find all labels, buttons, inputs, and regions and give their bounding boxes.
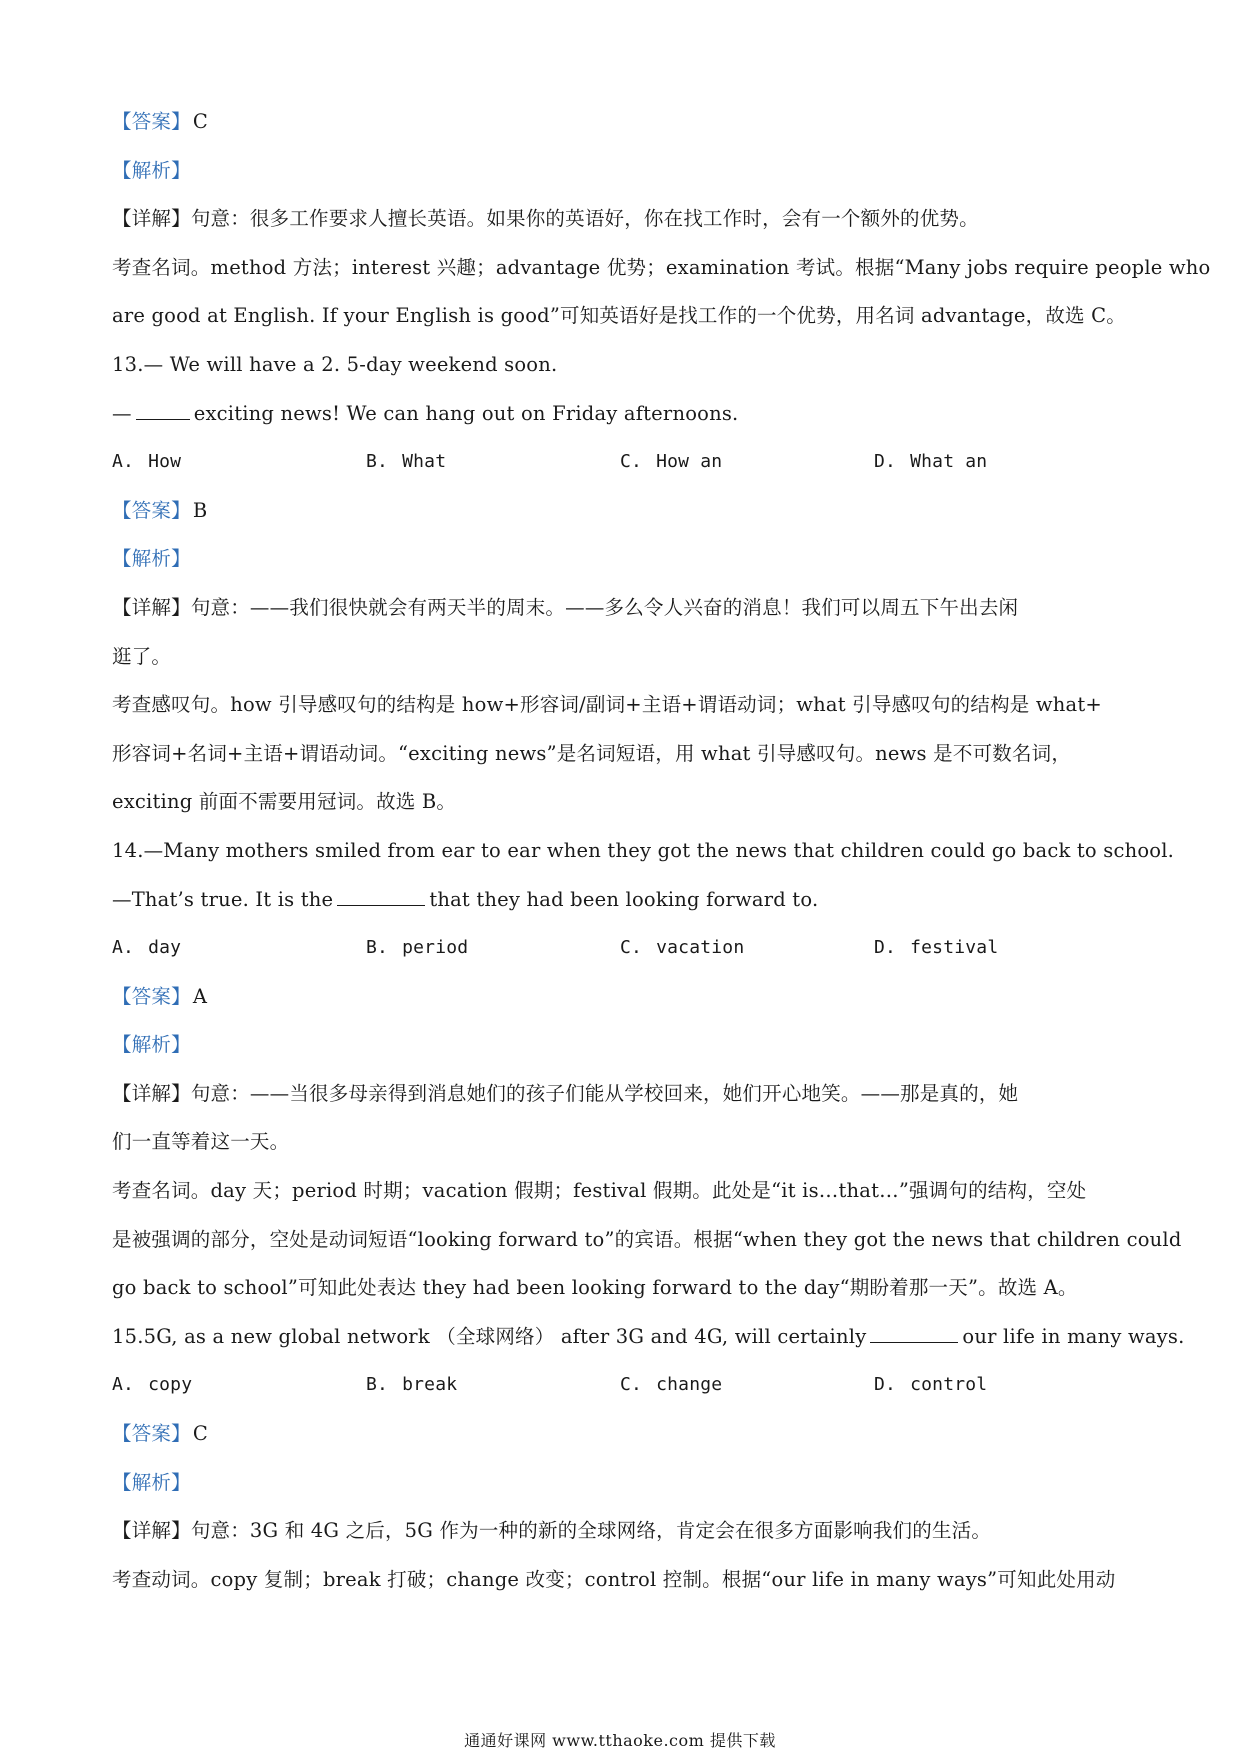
answer-blank [337, 887, 425, 906]
option-b [366, 438, 620, 487]
option-a [112, 438, 366, 487]
stem-text: that they had been looking forward to. [429, 887, 819, 911]
option-text: How [148, 451, 182, 473]
option-text: control [910, 1374, 988, 1396]
answer-value: C [192, 110, 208, 133]
question-14-options [112, 924, 1132, 973]
option-letter: D. [874, 1374, 897, 1396]
option-text: What an [910, 451, 988, 473]
option-letter: A. [112, 937, 135, 959]
answer-tag: 【答案】 [112, 498, 191, 522]
option-b [366, 924, 620, 973]
question-15-options [112, 1361, 1132, 1410]
option-c [620, 924, 874, 973]
detail-text-line: 是被强调的部分，空处是动词短语“looking forward to”的宾语。根据“when they got the news that children could [112, 1227, 1182, 1251]
detail-text-line: go back to school”可知此处表达 they had been looking forward to the day“期盼着那一天”。故选 A。 [112, 1276, 1078, 1300]
answer-line [112, 98, 1132, 147]
question-14-stem: 14.—Many mothers smiled from ear to ear when they got the news that children could go back to school. [112, 838, 1175, 862]
stem-text: 15.5G, as a new global network （全球网络） after 3G and 4G, will certainly [112, 1324, 867, 1348]
answer-line [112, 487, 1132, 536]
analysis-line [112, 535, 1132, 584]
question-13-blank-line [112, 390, 1132, 439]
option-b [366, 1361, 620, 1410]
option-d [874, 924, 1128, 973]
detail-text-line: are good at English. If your English is good”可知英语好是找工作的一个优势，用名词 advantage，故选 C。 [112, 304, 1126, 328]
detail-text: 句意：3G 和 4G 之后，5G 作为一种的新的全球网络，肯定会在很多方面影响我们的生活。 [190, 1519, 992, 1543]
option-letter: C. [620, 451, 643, 473]
option-d [874, 1361, 1128, 1410]
option-letter: C. [620, 1374, 643, 1396]
option-text: period [402, 937, 469, 959]
detail-line [112, 195, 1132, 244]
detail-text: 句意：——我们很快就会有两天半的周末。——多么令人兴奋的消息！我们可以周五下午出去闲 [190, 595, 1019, 619]
detail-text-line: 考查名词。day 天；period 时期；vacation 假期；festival 假期。此处是“it is…that…”强调句的结构，空处 [112, 1179, 1087, 1203]
detail-text-line: exciting 前面不需要用冠词。故选 B。 [112, 790, 457, 814]
option-text: change [656, 1374, 723, 1396]
page-footer: 通通好课网 www.tthaoke.com 提供下载 [464, 1731, 776, 1750]
detail-text-line: 逛了。 [112, 644, 172, 668]
option-letter: D. [874, 937, 897, 959]
analysis-tag: 【解析】 [112, 547, 191, 571]
option-letter: B. [366, 1374, 389, 1396]
option-text: festival [910, 937, 999, 959]
detail-text-line: 考查动词。copy 复制；break 打破；change 改变；control 控制。根据“our life in many ways”可知此处用动 [112, 1567, 1116, 1591]
option-letter: B. [366, 451, 389, 473]
answer-tag: 【答案】 [112, 110, 191, 133]
option-text: copy [148, 1374, 193, 1396]
answer-value: C [192, 1422, 208, 1446]
answer-tag: 【答案】 [112, 984, 191, 1008]
option-c [620, 1361, 874, 1410]
question-14-blank-line [112, 876, 1132, 925]
question-13-stem: 13.— We will have a 2. 5-day weekend soon. [112, 352, 558, 376]
answer-tag: 【答案】 [112, 1422, 191, 1446]
detail-tag: 【详解】 [112, 1081, 191, 1105]
analysis-line [112, 147, 1132, 196]
option-text: vacation [656, 937, 745, 959]
answer-blank [136, 401, 190, 420]
detail-tag: 【详解】 [112, 595, 191, 619]
detail-line [112, 1070, 1132, 1119]
option-letter: A. [112, 451, 135, 473]
option-text: day [148, 937, 182, 959]
question-15-stem [112, 1313, 1185, 1362]
option-text: break [402, 1374, 458, 1396]
detail-text-line: 形容词+名词+主语+谓语动词。“exciting news”是名词短语，用 what 引导感叹句。news 是不可数名词， [112, 741, 1072, 765]
option-a [112, 1361, 366, 1410]
option-text: How an [656, 451, 723, 473]
stem-text: — [112, 401, 132, 425]
answer-blank [870, 1324, 958, 1343]
analysis-tag: 【解析】 [112, 158, 191, 182]
detail-line [112, 1507, 1132, 1556]
detail-text: 句意：——当很多母亲得到消息她们的孩子们能从学校回来，她们开心地笑。——那是真的，她 [190, 1081, 1019, 1105]
stem-text: —That’s true. It is the [112, 887, 334, 911]
analysis-tag: 【解析】 [112, 1470, 191, 1494]
option-a [112, 924, 366, 973]
detail-text-line: 考查名词。method 方法；interest 兴趣；advantage 优势；examination 考试。根据“Many jobs require people who [112, 255, 1211, 279]
answer-value: B [192, 498, 208, 522]
answer-value: A [192, 984, 208, 1008]
question-13-options [112, 438, 1132, 487]
analysis-tag: 【解析】 [112, 1033, 191, 1057]
option-text: What [402, 451, 447, 473]
stem-text: exciting news! We can hang out on Friday afternoons. [193, 401, 739, 425]
option-letter: C. [620, 937, 643, 959]
detail-text-line: 考查感叹句。how 引导感叹句的结构是 how+形容词/副词+主语+谓语动词；what 引导感叹句的结构是 what+ [112, 693, 1102, 717]
analysis-line [112, 1459, 1132, 1508]
document-page [112, 98, 1211, 1604]
analysis-line [112, 1021, 1132, 1070]
option-letter: A. [112, 1374, 135, 1396]
option-c [620, 438, 874, 487]
detail-text: 句意：很多工作要求人擅长英语。如果你的英语好，你在找工作时，会有一个额外的优势。 [190, 207, 979, 231]
answer-line [112, 973, 1132, 1022]
detail-tag: 【详解】 [112, 1519, 191, 1543]
detail-line [112, 584, 1132, 633]
option-letter: B. [366, 937, 389, 959]
detail-tag: 【详解】 [112, 207, 191, 231]
answer-line [112, 1410, 1132, 1459]
option-d [874, 438, 1128, 487]
detail-text-line: 们一直等着这一天。 [112, 1130, 290, 1154]
stem-text: our life in many ways. [962, 1324, 1185, 1348]
option-letter: D. [874, 451, 897, 473]
